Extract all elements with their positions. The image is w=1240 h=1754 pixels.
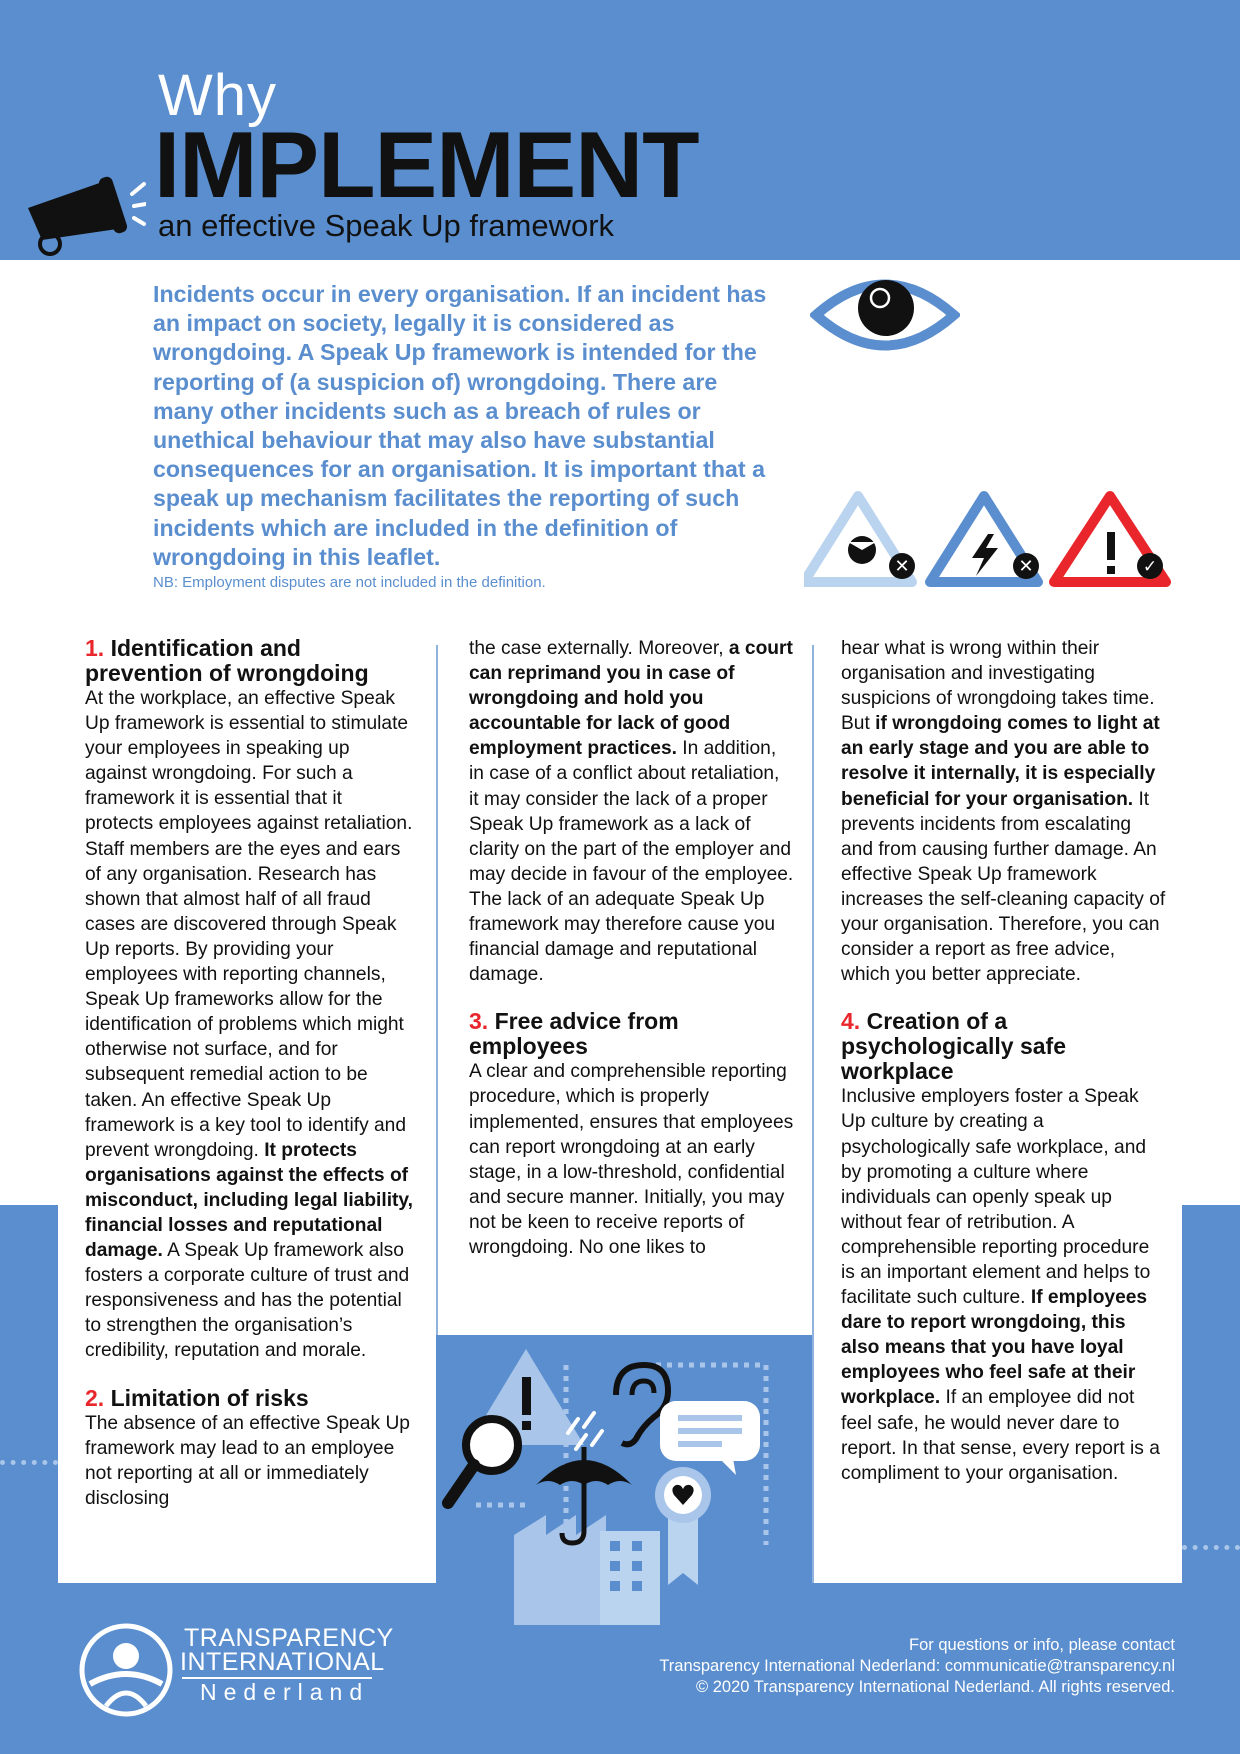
magnifier-icon — [448, 1419, 518, 1503]
section-3-heading — [469, 1009, 794, 1059]
svg-text:✓: ✓ — [1142, 557, 1158, 577]
section-2-body-cont: the case externally. Moreover, a court can reprimand you in case of wrongdoing and hold you accountable for lack of good employment practices. In addition, in case of a conflict about retaliation, it may consider the lack of a proper Speak Up framework as a lack of clarity on the part of the employer and may decide in favour of the employee. The lack of an adequate Speak Up framework may therefore cause you financial damage and reputational damage. — [469, 638, 794, 986]
footer-line-2[interactable]: Transparency International Nederland: communicatie@transparency.nl — [659, 1657, 1175, 1675]
section-2-heading — [85, 1386, 415, 1411]
header-implement: IMPLEMENT — [154, 112, 699, 217]
radiation-warning-icon — [804, 496, 915, 582]
dotted-line-right — [1182, 1545, 1240, 1550]
footer-line-1: For questions or info, please contact — [909, 1636, 1175, 1654]
section-3-body-cont: hear what is wrong within their organisation and investigating suspicions of wrongdoing takes time. But if wrongdoing comes to light at an early stage and you are able to resolve it internally, it is especially beneficial for your organisation. It prevents incidents from escalating and from causing further damage. An effective Speak Up framework increases the self-cleaning capacity of your organisation. Therefore, you can consider a report as free advice, which you better appreciate. — [841, 638, 1166, 986]
megaphone-icon — [22, 168, 146, 256]
intro-note: NB: Employment disputes are not included in the definition. — [153, 574, 546, 591]
logo-line-1: TRANSPARENCY — [184, 1624, 394, 1652]
section-3-emphasis: if wrongdoing comes to light at an early stage and you are able to resolve it internally, it is especially beneficial for your organisation. — [841, 713, 1160, 810]
umbrella-icon — [536, 1447, 632, 1543]
section-1-number: 1. — [85, 635, 105, 661]
warning-signs — [804, 490, 1176, 590]
header-subtitle: an effective Speak Up framework — [158, 208, 615, 243]
section-4-body: Inclusive employers foster a Speak Up culture by creating a psychologically safe workplace, and by promoting a culture where individuals can openly speak up without fear of retribution. A comprehensible reporting procedure is an important element and helps to facilitate such culture. If employees dare to report wrongdoing, this also means that you have loyal employees who feel safe at their workplace. If an employee did not feel safe, he would never dare to report. In that sense, every report is a compliment to your organisation. — [841, 1086, 1160, 1484]
divider-2 — [812, 645, 814, 1583]
section-1-body: At the workplace, an effective Speak Up framework is essential to stimulate your employees in speaking up against wrongdoing. For such a framework it is essential that it protects employees against retaliation. Staff members are the eyes and ears of any organisation. Research has shown that almost half of all fraud cases are discovered through Speak Up reports. By providing your employees with reporting channels, Speak Up frameworks allow for the identification of problems which might otherwise not surface, and for subsequent remedial action to be taken. An effective Speak Up framework is a key tool to identify and prevent wrongdoing. It protects organisations against the effects of misconduct, including legal liability, financial losses and reputational damage. A Speak Up framework also fosters a corporate culture of trust and responsiveness and has the potential to strengthen the organisation’s credibility, reputation and morale. — [85, 688, 414, 1362]
section-2-number: 2. — [85, 1384, 105, 1411]
intro-text: Incidents occur in every organisation. If an incident has an impact on society, legally it is considered as wrongdoing. A Speak Up framework is intended for the reporting of (a suspicion of) wrongdoing. There are many other incidents such as a breach of rules or unethical behaviour that may also have substantial consequences for an organisation. It is important that a speak up mechanism facilitates the reporting of such incidents which are included in the definition of wrongdoing in this leaflet. — [153, 281, 767, 570]
header-why: Why — [158, 63, 277, 128]
buildings-icon — [514, 1515, 660, 1625]
footer-contact — [659, 1635, 1175, 1698]
section-4-heading — [841, 1009, 1166, 1084]
dotted-line-left — [0, 1460, 58, 1465]
section-2-emphasis: a court can reprimand you in case of wrongdoing and hold you accountable for lack of good employment practices. — [469, 638, 793, 760]
divider-1 — [436, 645, 438, 1335]
section-4-title: Creation of a psychologically safe workplace — [841, 1008, 1066, 1085]
section-1-heading — [85, 636, 415, 686]
section-2-body-start: The absence of an effective Speak Up framework may lead to an employee not reporting at all or immediately disclosing — [85, 1412, 410, 1509]
column-1 — [85, 636, 415, 1511]
svg-text:✕: ✕ — [894, 556, 910, 577]
logo-line-3: Nederland — [200, 1679, 370, 1705]
footer-line-3: © 2020 Transparency International Nederland. All rights reserved. — [695, 1678, 1175, 1696]
logo-line-2: INTERNATIONAL — [180, 1648, 385, 1676]
section-3-body-start: A clear and comprehensible reporting procedure, which is properly implemented, ensures that employees can report wrongdoing at an early stage, in a low-threshold, confidential and secure manner. Initially, you may not be keen to receive reports of wrongdoing. No one likes to — [469, 1061, 794, 1258]
section-4-number: 4. — [841, 1008, 861, 1035]
eye-icon — [810, 272, 960, 358]
section-3-title: Free advice from employees — [469, 1008, 679, 1060]
exclamation-warning-icon — [1054, 496, 1166, 582]
section-4-emphasis: If employees dare to report wrongdoing, this also means that you have loyal employees who feel safe at their workplace. — [841, 1287, 1148, 1409]
section-1-emphasis: It protects organisations against the effects of misconduct, including legal liability, financial losses and reputational damage. — [85, 1139, 414, 1262]
section-3-number: 3. — [469, 1008, 489, 1035]
svg-text:✕: ✕ — [1018, 556, 1034, 577]
illustration — [436, 1335, 812, 1635]
high-voltage-warning-icon — [930, 496, 1039, 582]
speech-bubble-icon — [660, 1401, 760, 1475]
ti-globe-logo — [76, 1620, 176, 1720]
section-1-title: Identification and prevention of wrongdoing — [85, 635, 369, 686]
column-3 — [841, 636, 1166, 1486]
section-2-title: Limitation of risks — [110, 1384, 309, 1411]
column-2 — [469, 636, 794, 1260]
heart-badge-icon — [655, 1467, 711, 1585]
